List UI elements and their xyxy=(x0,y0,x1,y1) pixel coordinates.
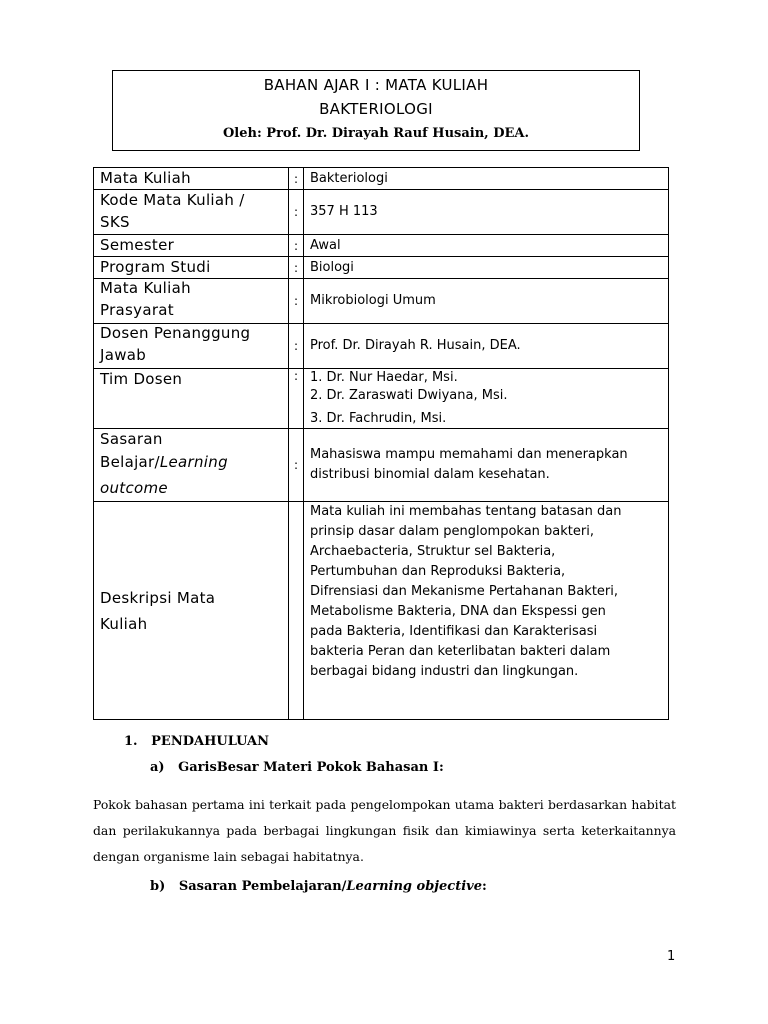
author-line: Oleh: Prof. Dr. Dirayah Rauf Husain, DEA. xyxy=(222,126,529,141)
label-kode xyxy=(94,190,289,235)
table-row-program-studi xyxy=(94,257,669,279)
label-prasyarat-line-1: Mata Kuliah xyxy=(100,279,191,297)
description-line: Pertumbuhan dan Reproduksi Bakteria, xyxy=(310,564,566,579)
label-sasaran-learning: Learning xyxy=(159,453,228,471)
title-box xyxy=(112,70,640,151)
subsection-b-suffix: : xyxy=(481,879,487,894)
table-row-deskripsi xyxy=(94,502,669,720)
label-sasaran-line-3: outcome xyxy=(100,479,168,497)
separator: : xyxy=(289,235,304,257)
section-heading-pendahuluan: 1. PENDAHULUAN xyxy=(124,734,270,749)
description-line: bakteria Peran dan keterlibatan bakteri dalam xyxy=(310,644,611,659)
separator: : xyxy=(289,257,304,279)
table-row-mata-kuliah xyxy=(94,168,669,190)
value-semester: Awal xyxy=(304,235,669,257)
separator: : xyxy=(289,369,304,429)
title-line-1: BAHAN AJAR I : MATA KULIAH xyxy=(263,76,489,94)
label-tim-dosen: Tim Dosen xyxy=(94,369,289,429)
label-kode-line-2: SKS xyxy=(100,213,130,231)
table-row-tim-dosen xyxy=(94,369,669,429)
label-prasyarat-line-2: Prasyarat xyxy=(100,301,174,319)
list-item: 1. Dr. Nur Haedar, Msi. xyxy=(310,370,458,385)
value-dosen: Prof. Dr. Dirayah R. Husain, DEA. xyxy=(304,324,669,369)
subsection-b-prefix: b) Sasaran Pembelajaran/ xyxy=(150,879,347,894)
label-deskripsi xyxy=(94,502,289,720)
title-line-2: BAKTERIOLOGI xyxy=(319,100,433,118)
separator-empty xyxy=(289,502,304,720)
course-info-table xyxy=(93,167,669,720)
description-line: Mata kuliah ini membahas tentang batasan dan xyxy=(310,504,622,519)
table-row-semester xyxy=(94,235,669,257)
label-mata-kuliah: Mata Kuliah xyxy=(94,168,289,190)
subsection-b-italic: Learning objective xyxy=(346,879,482,894)
label-deskripsi-line-1: Deskripsi Mata xyxy=(100,588,216,607)
body-paragraph: Pokok bahasan pertama ini terkait pada pengelompokan utama bakteri berdasarkan habitat dan perilakukannya pada berbagai lingkungan fisik dan kimiawinya serta keterkaitannya dengan organisme lain sebagai habitatnya. xyxy=(93,797,676,864)
table-row-kode xyxy=(94,190,669,235)
label-program-studi: Program Studi xyxy=(94,257,289,279)
label-kode-line-1: Kode Mata Kuliah / xyxy=(100,191,245,209)
list-item: 3. Dr. Fachrudin, Msi. xyxy=(310,411,447,426)
page-number: 1 xyxy=(667,949,676,964)
separator: : xyxy=(289,324,304,369)
value-deskripsi xyxy=(304,502,669,720)
description-line: prinsip dasar dalam penglompokan bakteri, xyxy=(310,524,594,539)
separator: : xyxy=(289,190,304,235)
subsection-heading-b xyxy=(150,879,487,894)
description-line: pada Bakteria, Identifikasi dan Karakterisasi xyxy=(310,624,598,639)
value-mata-kuliah: Bakteriologi xyxy=(304,168,669,190)
separator: : xyxy=(289,279,304,324)
description-line: Difrensiasi dan Mekanisme Pertahanan Bakteri, xyxy=(310,584,619,599)
label-dosen-line-2: Jawab xyxy=(100,346,147,364)
separator: : xyxy=(289,168,304,190)
value-tim-dosen xyxy=(304,369,669,429)
table-row-prasyarat xyxy=(94,279,669,324)
table-row-dosen xyxy=(94,324,669,369)
value-sasaran-line-1: Mahasiswa mampu memahami dan menerapkan xyxy=(310,447,628,462)
label-sasaran xyxy=(94,429,289,502)
separator: : xyxy=(289,429,304,502)
value-prasyarat: Mikrobiologi Umum xyxy=(304,279,669,324)
label-sasaran-line-1: Sasaran xyxy=(100,430,163,448)
label-prasyarat xyxy=(94,279,289,324)
label-semester: Semester xyxy=(94,235,289,257)
description-line: Metabolisme Bakteria, DNA dan Ekspessi gen xyxy=(310,604,606,619)
table-row-sasaran xyxy=(94,429,669,502)
value-kode: 357 H 113 xyxy=(304,190,669,235)
label-sasaran-belajar: Belajar/ xyxy=(100,453,160,471)
list-item: 2. Dr. Zaraswati Dwiyana, Msi. xyxy=(310,388,508,403)
label-deskripsi-line-2: Kuliah xyxy=(100,614,148,633)
subsection-heading-a: a) GarisBesar Materi Pokok Bahasan I: xyxy=(150,760,444,775)
description-line: berbagai bidang industri dan lingkungan. xyxy=(310,664,579,679)
label-dosen xyxy=(94,324,289,369)
label-sasaran-line-2 xyxy=(100,449,282,475)
value-program-studi: Biologi xyxy=(304,257,669,279)
label-dosen-line-1: Dosen Penanggung xyxy=(100,324,251,342)
description-line: Archaebacteria, Struktur sel Bakteria, xyxy=(310,544,556,559)
value-sasaran-line-2: distribusi binomial dalam kesehatan. xyxy=(310,467,550,482)
value-sasaran xyxy=(304,429,669,502)
